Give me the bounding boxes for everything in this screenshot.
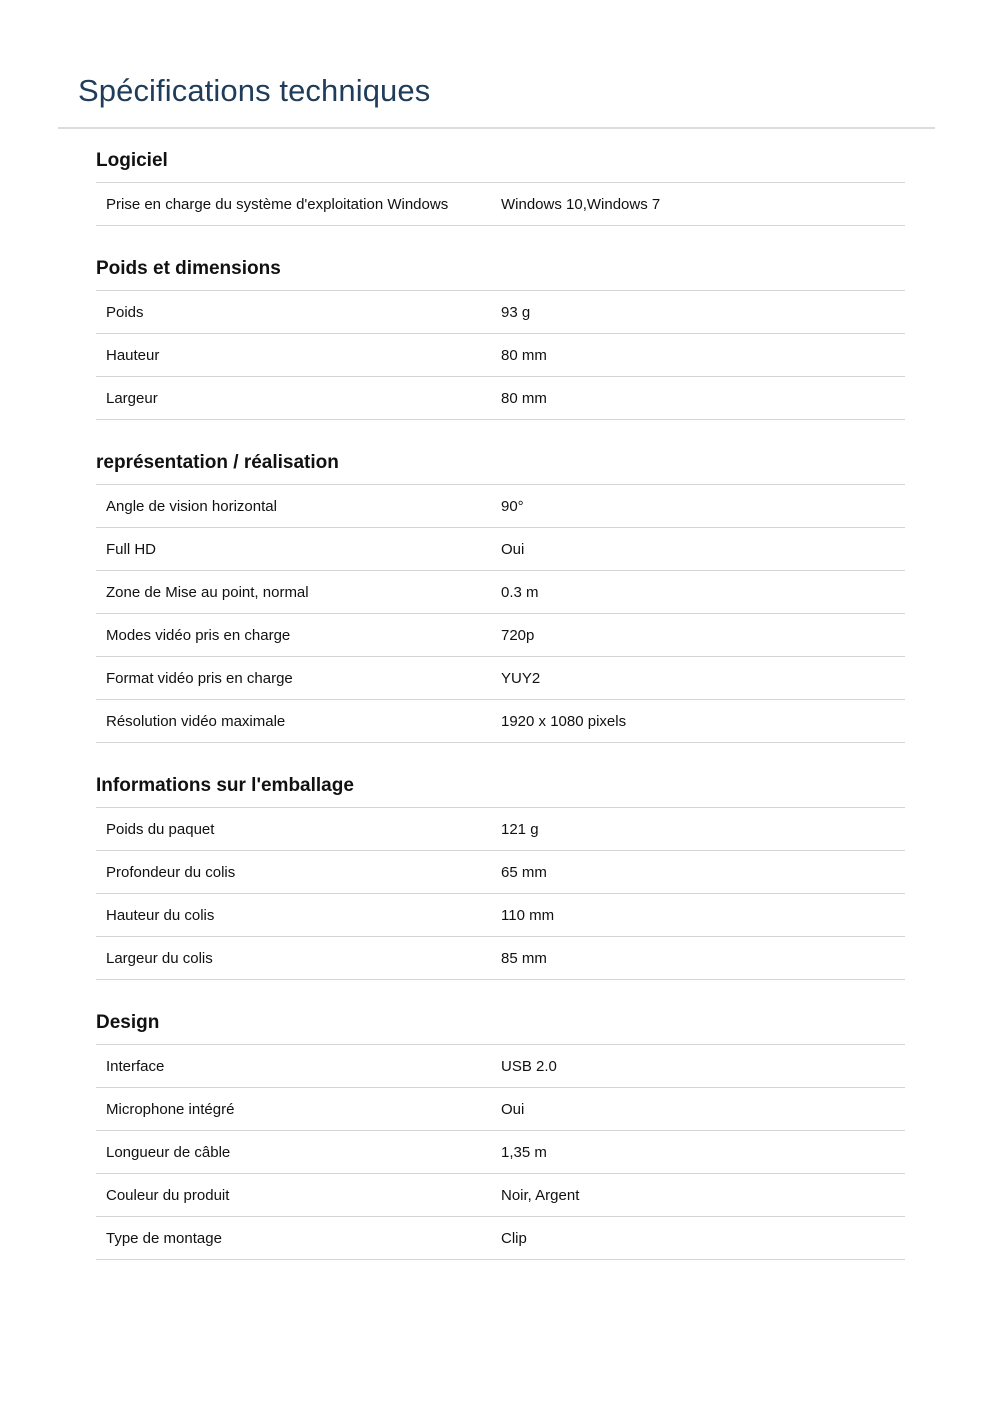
spec-row	[96, 528, 905, 571]
spec-label: Full HD	[106, 540, 157, 558]
spec-value: 80 mm	[501, 346, 547, 364]
spec-value: 1920 x 1080 pixels	[501, 712, 627, 730]
section-title: représentation / réalisation	[96, 442, 905, 485]
spec-label: Couleur du produit	[106, 1186, 230, 1204]
spec-value: 1,35 m	[501, 1143, 547, 1161]
spec-row	[96, 1131, 905, 1174]
spec-value: 80 mm	[501, 389, 547, 407]
spec-row	[96, 1217, 905, 1260]
spec-row	[96, 894, 905, 937]
spec-row	[96, 571, 905, 614]
spec-row	[96, 937, 905, 980]
spec-label: Poids du paquet	[106, 820, 215, 838]
spec-label: Hauteur	[106, 346, 160, 364]
spec-row	[96, 700, 905, 743]
spec-value: 85 mm	[501, 949, 547, 967]
spec-row	[96, 377, 905, 420]
spec-value: Noir, Argent	[501, 1186, 580, 1204]
spec-row	[96, 1045, 905, 1088]
spec-section	[96, 1002, 905, 1260]
spec-label: Profondeur du colis	[106, 863, 236, 881]
spec-sections	[96, 140, 905, 1282]
spec-value: 90°	[501, 497, 524, 515]
spec-label: Interface	[106, 1057, 165, 1075]
spec-row	[96, 334, 905, 377]
spec-label: Résolution vidéo maximale	[106, 712, 286, 730]
spec-section	[96, 140, 905, 226]
spec-row	[96, 808, 905, 851]
page-title: Spécifications techniques	[78, 73, 431, 108]
section-title: Poids et dimensions	[96, 248, 905, 291]
spec-value: 65 mm	[501, 863, 547, 881]
spec-label: Poids	[106, 303, 144, 321]
spec-row	[96, 851, 905, 894]
spec-value: 93 g	[501, 303, 531, 321]
spec-value: YUY2	[501, 669, 541, 687]
spec-label: Modes vidéo pris en charge	[106, 626, 291, 644]
spec-label: Longueur de câble	[106, 1143, 231, 1161]
spec-label: Prise en charge du système d'exploitation Windows	[106, 195, 449, 213]
spec-label: Hauteur du colis	[106, 906, 215, 924]
spec-value: 0.3 m	[501, 583, 539, 601]
spec-row	[96, 183, 905, 226]
spec-value: USB 2.0	[501, 1057, 557, 1075]
spec-row	[96, 657, 905, 700]
section-title: Logiciel	[96, 140, 905, 183]
spec-row	[96, 1174, 905, 1217]
spec-row	[96, 291, 905, 334]
title-divider	[58, 127, 935, 129]
spec-row	[96, 485, 905, 528]
spec-value: Windows 10,Windows 7	[501, 195, 661, 213]
spec-value: Clip	[501, 1229, 527, 1247]
spec-label: Largeur du colis	[106, 949, 213, 967]
spec-label: Format vidéo pris en charge	[106, 669, 293, 687]
spec-section	[96, 442, 905, 743]
spec-section	[96, 765, 905, 980]
section-title: Informations sur l'emballage	[96, 765, 905, 808]
section-title: Design	[96, 1002, 905, 1045]
spec-value: Oui	[501, 540, 525, 558]
spec-label: Microphone intégré	[106, 1100, 235, 1118]
spec-label: Angle de vision horizontal	[106, 497, 277, 515]
spec-value: 110 mm	[501, 906, 555, 924]
spec-value: Oui	[501, 1100, 525, 1118]
spec-label: Zone de Mise au point, normal	[106, 583, 309, 601]
spec-section	[96, 248, 905, 420]
spec-value: 720p	[501, 626, 535, 644]
spec-label: Largeur	[106, 389, 158, 407]
spec-row	[96, 614, 905, 657]
spec-value: 121 g	[501, 820, 539, 838]
spec-row	[96, 1088, 905, 1131]
spec-label: Type de montage	[106, 1229, 222, 1247]
